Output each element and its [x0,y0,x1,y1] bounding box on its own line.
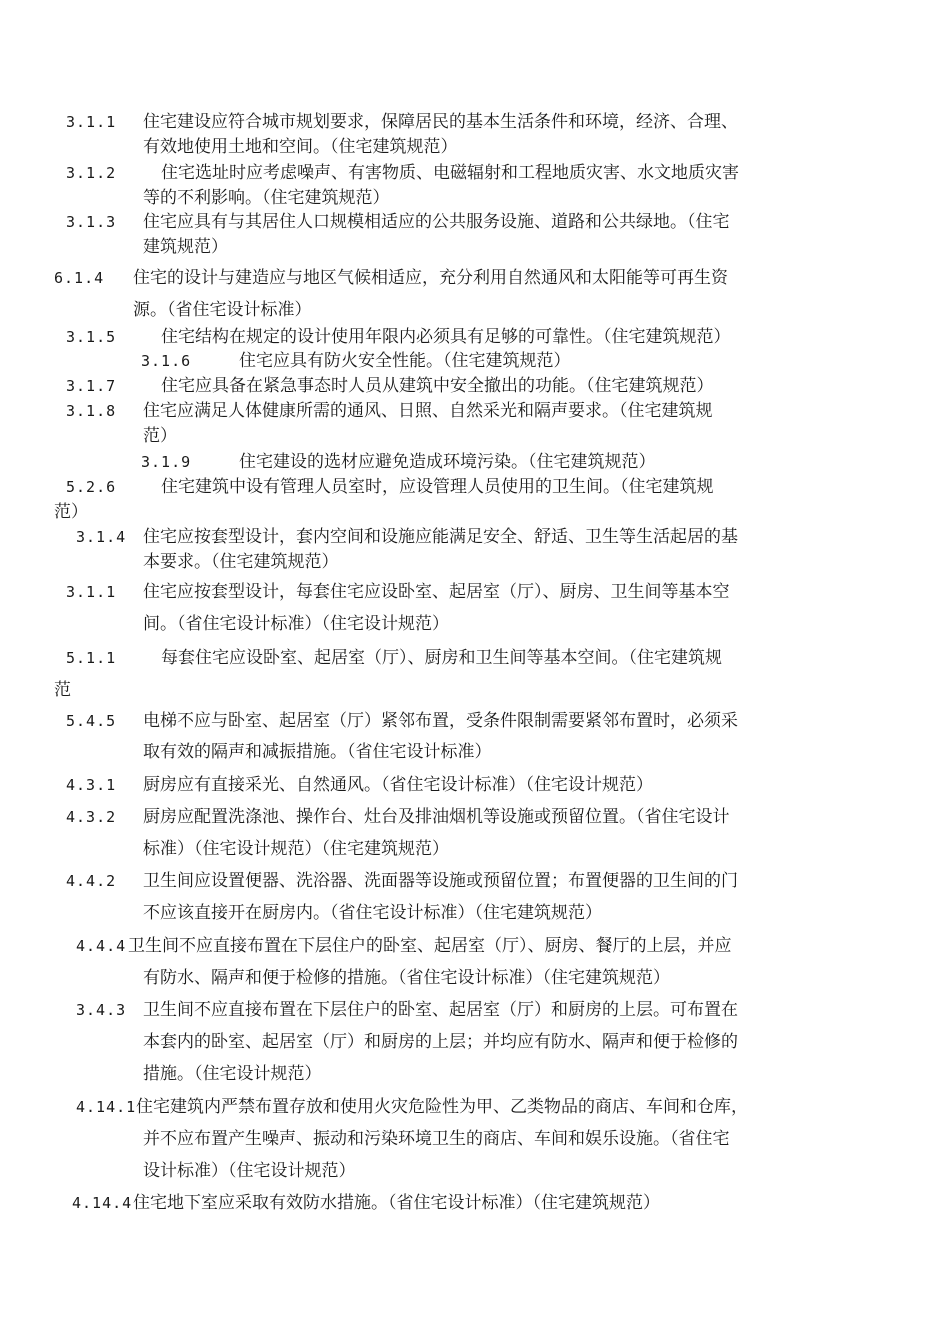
clause-text-line: 本套内的卧室、起居室（厅）和厨房的上层；并均应有防水、隔声和便于检修的 [143,1032,738,1052]
clause-number: 3.1.5 [66,328,117,346]
clause-text-line: 厨房应配置洗涤池、操作台、灶台及排油烟机等设施或预留位置。（省住宅设计 [143,807,730,827]
clause-number: 3.1.9 [141,453,192,471]
clause-text-line: 住宅选址时应考虑噪声、有害物质、电磁辐射和工程地质灾害、水文地质灾害 [161,163,739,183]
clause-text-line: 并不应布置产生噪声、振动和污染环境卫生的商店、车间和娱乐设施。（省住宅 [143,1129,730,1149]
clause-text-line: 间。（省住宅设计标准）（住宅设计规范） [143,614,449,634]
clause-text-line: 住宅地下室应采取有效防水措施。（省住宅设计标准）（住宅建筑规范） [133,1193,660,1213]
clause-text-line: 范） [143,426,177,446]
clause-number: 4.14.1 [76,1098,137,1116]
clause-text-line: 建筑规范） [143,237,228,257]
clause-text-line: 住宅应满足人体健康所需的通风、日照、自然采光和隔声要求。（住宅建筑规 [143,401,713,421]
clause-text-line: 住宅建设的选材应避免造成环境污染。（住宅建筑规范） [239,452,656,472]
clause-number: 5.1.1 [66,649,117,667]
clause-text-line: 住宅应按套型设计，每套住宅应设卧室、起居室（厅）、厨房、卫生间等基本空 [143,582,730,602]
clause-number: 3.1.1 [66,113,117,131]
clause-text-line: 住宅应按套型设计，套内空间和设施应能满足安全、舒适、卫生等生活起居的基 [143,527,738,547]
clause-number: 4.4.4 [76,937,127,955]
clause-text-line: 标准）（住宅设计规范）（住宅建筑规范） [143,839,449,859]
clause-number: 3.1.1 [66,583,117,601]
clause-number: 4.3.2 [66,808,117,826]
clause-number: 3.1.8 [66,402,117,420]
clause-number: 3.1.2 [66,164,117,182]
clause-number: 5.4.5 [66,712,117,730]
clause-number: 4.3.1 [66,776,117,794]
clause-text-line: 范） [54,502,88,522]
clause-number: 3.1.3 [66,213,117,231]
clause-number: 3.1.6 [141,352,192,370]
clause-text-line: 厨房应有直接采光、自然通风。（省住宅设计标准）（住宅设计规范） [143,775,653,795]
clause-number: 3.1.7 [66,377,117,395]
clause-text-line: 等的不利影响。（住宅建筑规范） [143,188,390,208]
clause-text-line: 本要求。（住宅建筑规范） [143,552,339,572]
clause-text-line: 住宅应具有防火安全性能。（住宅建筑规范） [239,351,571,371]
clause-text-line: 电梯不应与卧室、起居室（厅）紧邻布置，受条件限制需要紧邻布置时，必须采 [143,711,738,731]
clause-text-line: 住宅应具备在紧急事态时人员从建筑中安全撤出的功能。（住宅建筑规范） [161,376,714,396]
clause-text-line: 每套住宅应设卧室、起居室（厅）、厨房和卫生间等基本空间。（住宅建筑规 [161,648,722,668]
clause-text-line: 取有效的隔声和减振措施。（省住宅设计标准） [143,742,492,762]
clause-text-line: 措施。（住宅设计规范） [143,1064,322,1084]
clause-text-line: 住宅的设计与建造应与地区气候相适应，充分利用自然通风和太阳能等可再生资 [133,268,728,288]
clause-text-line: 住宅建筑内严禁布置存放和使用火灾危险性为甲、乙类物品的商店、车间和仓库， [136,1097,748,1117]
clause-text-line: 范 [54,680,71,700]
clause-text-line: 卫生间应设置便器、洗浴器、洗面器等设施或预留位置；布置便器的卫生间的门 [143,871,738,891]
clause-number: 3.4.3 [76,1001,127,1019]
clause-text-line: 不应该直接开在厨房内。（省住宅设计标准）（住宅建筑规范） [143,903,602,923]
clause-number: 4.4.2 [66,872,117,890]
clause-number: 3.1.4 [76,528,127,546]
clause-text-line: 卫生间不应直接布置在下层住户的卧室、起居室（厅）、厨房、餐厅的上层，并应 [128,936,732,956]
clause-text-line: 源。（省住宅设计标准） [133,300,312,320]
clause-number: 6.1.4 [54,269,105,287]
clause-text-line: 住宅结构在规定的设计使用年限内必须具有足够的可靠性。（住宅建筑规范） [161,327,731,347]
clause-text-line: 住宅建设应符合城市规划要求，保障居民的基本生活条件和环境，经济、合理、 [143,112,738,132]
clause-text-line: 有防水、隔声和便于检修的措施。（省住宅设计标准）（住宅建筑规范） [143,968,670,988]
clause-text-line: 设计标准）（住宅设计规范） [143,1161,356,1181]
clause-text-line: 有效地使用土地和空间。（住宅建筑规范） [143,137,458,157]
clause-text-line: 住宅应具有与其居住人口规模相适应的公共服务设施、道路和公共绿地。（住宅 [143,212,730,232]
clause-text-line: 卫生间不应直接布置在下层住户的卧室、起居室（厅）和厨房的上层。可布置在 [143,1000,738,1020]
clause-number: 4.14.4 [72,1194,133,1212]
clause-text-line: 住宅建筑中设有管理人员室时，应设管理人员使用的卫生间。（住宅建筑规 [161,477,714,497]
clause-number: 5.2.6 [66,478,117,496]
